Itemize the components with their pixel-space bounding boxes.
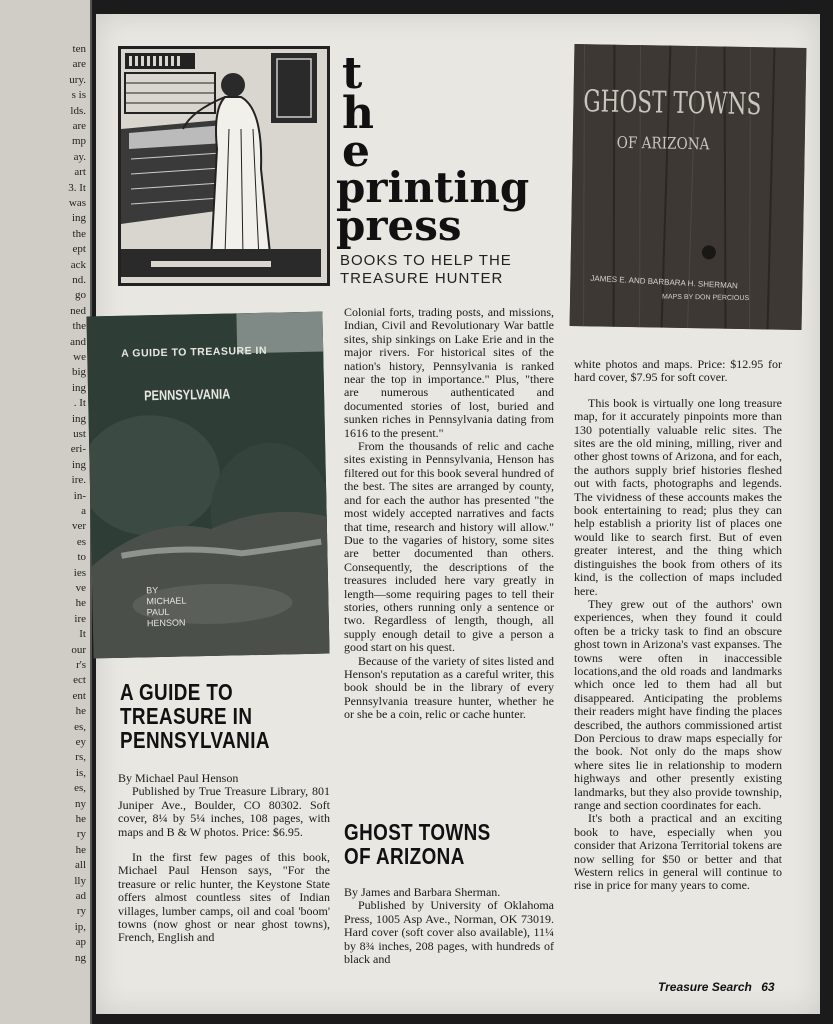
title-word-press: press bbox=[336, 201, 462, 250]
prev-page-fragment: was bbox=[68, 197, 86, 209]
prev-page-fragment: lds. bbox=[70, 104, 86, 117]
printer-illustration bbox=[118, 46, 330, 286]
subtitle-line-1: BOOKS TO HELP THE bbox=[340, 252, 512, 269]
pa-paragraph-4: Because of the variety of sites listed and Henson's reputation as a careful writer, this book should be in the library of every Pennsylvania treasure hunter, whether he or she be a coin, relic or cache hunter. bbox=[344, 653, 554, 722]
prev-page-fragment: es bbox=[76, 535, 86, 548]
prev-page-fragment: ry bbox=[76, 828, 86, 841]
prev-page-fragment: 3. It bbox=[68, 181, 86, 194]
prev-page-fragment: the bbox=[72, 320, 86, 333]
cover-pa-line-2: PENNSYLVANIA bbox=[143, 385, 231, 404]
prev-page-fragment: ing bbox=[71, 212, 86, 225]
title-letter-t: t bbox=[342, 48, 363, 99]
prev-page-fragment: big bbox=[71, 366, 86, 379]
pa-publication-info: Published by True Treasure Library, 801 Juniper Ave., Boulder, CO 80302. Soft cover, 8¼ by 5¼ inches, 108 pages, with maps and B & W photos. Price: $6.95. bbox=[118, 784, 330, 839]
prev-page-fragment: all bbox=[75, 859, 86, 872]
pennsylvania-review-col2 bbox=[344, 306, 554, 722]
prev-page-fragment: es, bbox=[74, 782, 86, 795]
prev-page-fragment: to bbox=[77, 551, 86, 564]
cover-az-title-1: GHOST TOWNS bbox=[583, 84, 762, 123]
prev-page-fragment: in- bbox=[73, 489, 86, 502]
subtitle-line-2: TREASURE HUNTER bbox=[340, 270, 504, 287]
prev-page-fragment: mp bbox=[71, 135, 86, 148]
prev-page-fragment: ack bbox=[70, 258, 86, 271]
az-paragraph-2: They grew out of the authors' own experiences, when they found it could often be a tricky task to find an obscure ghost town in Arizona's vast expanses. The towns were often in inaccessible locations,and the old roads and landmarks which once led to them had all but disappeared. Anticipating the problems their readers might have finding the places described, the authors commissioned artist Don Percious to draw maps especially for the book. Not only do the maps show where sites lie in relationship to modern highways and other presently existing landmarks, but they also provide township, range and section coordinates for each. bbox=[574, 596, 782, 812]
cover-az-authors: JAMES E. AND BARBARA H. SHERMAN bbox=[590, 273, 739, 291]
prev-page-fragment: ip, bbox=[74, 920, 86, 933]
prev-page-fragment: eri- bbox=[70, 443, 86, 456]
prev-page-fragment: ury. bbox=[69, 73, 86, 86]
prev-page-fragment: lly bbox=[74, 874, 86, 887]
pennsylvania-heading: A GUIDE TO TREASURE IN PENNSYLVANIA bbox=[120, 679, 270, 753]
prev-page-fragment: ver bbox=[71, 520, 86, 533]
prev-page-fragment: is, bbox=[75, 766, 86, 779]
pa-paragraph-1: In the first few pages of this book, Michael Paul Henson says, "For the treasure or relic hunter, the Keystone State offers almost countless sites of Indian villages, lumber camps, oil and coal 'boom' towns (now ghost or near ghost towns), French, English and bbox=[118, 850, 330, 945]
prev-page-fragment: he bbox=[75, 843, 86, 856]
printer-woodcut-image bbox=[121, 49, 321, 277]
az-paragraph-3: It's both a practical and an exciting book to have, especially when you consider that Arizona Territorial tokens are now selling for $50 or better and that Western relics in general will continue to rise in price for many years to come. bbox=[574, 811, 782, 893]
prev-page-fragment: es, bbox=[74, 720, 86, 733]
prev-page-fragment: ing bbox=[71, 381, 86, 394]
prev-page-fragment: a bbox=[81, 505, 86, 517]
prev-page-fragment: the bbox=[72, 227, 86, 240]
prev-page-fragment: rs, bbox=[75, 751, 86, 764]
prev-page-fragment: ten bbox=[72, 43, 86, 55]
prev-page-fragment: art bbox=[74, 166, 86, 179]
cover-pa-author-1: MICHAEL bbox=[146, 595, 187, 607]
cover-pa-by: BY bbox=[146, 585, 159, 596]
title-letter-h: h bbox=[342, 88, 374, 139]
prev-page-fragment: ny bbox=[75, 797, 86, 810]
pa-paragraph-2: Colonial forts, trading posts, and missions, Indian, Civil and Revolutionary War battle sites, ship sinkings on Lake Erie and in the major rivers. For historical sites of the nation's history, Pennsylvania is ranked near the top in importance." Plus, "there are numerous authenticated and documented stories of lost, buried and sunken riches in Pennsylvania dating from 1616 to the present." bbox=[344, 305, 554, 440]
magazine-name: Treasure Search bbox=[658, 980, 752, 994]
prev-page-fragment: ry bbox=[76, 905, 86, 918]
arizona-review-col2 bbox=[344, 886, 554, 966]
pa-author: By Michael Paul Henson bbox=[118, 771, 239, 785]
cover-pa-author-2: PAUL bbox=[146, 606, 170, 618]
prev-page-fragment: ies bbox=[73, 566, 86, 579]
prev-page-fragment: ing bbox=[71, 412, 86, 425]
prev-page-fragment: he bbox=[75, 597, 86, 610]
pennsylvania-review-col1 bbox=[118, 772, 330, 945]
prev-page-fragment: ey bbox=[75, 736, 86, 748]
cover-pa-author-block bbox=[146, 584, 187, 629]
prev-page-fragment: are bbox=[72, 58, 86, 71]
magazine-page bbox=[96, 14, 820, 1014]
prev-page-fragment: he bbox=[75, 813, 86, 825]
page-number: 63 bbox=[761, 980, 775, 994]
cover-az-title-2: OF ARIZONA bbox=[616, 132, 710, 154]
prev-page-fragment: ire. bbox=[71, 474, 86, 487]
prev-page-fragment: and bbox=[70, 335, 86, 348]
prev-page-fragment: ent bbox=[72, 689, 86, 702]
prev-page-fragment: we bbox=[73, 351, 86, 363]
cover-pa-author-3: HENSON bbox=[146, 617, 186, 629]
cover-pa-line-1: A GUIDE TO TREASURE IN bbox=[121, 344, 268, 360]
prev-page-fragment: ap bbox=[75, 936, 86, 949]
forest-photo-image bbox=[86, 312, 329, 659]
prev-page-fragment: ay. bbox=[73, 150, 86, 163]
prev-page-fragment: are bbox=[72, 120, 86, 132]
page-footer bbox=[658, 980, 775, 994]
prev-page-fragment: . It bbox=[73, 397, 86, 410]
cover-az-maps: MAPS BY DON PERCIOUS bbox=[662, 293, 750, 303]
az-paragraph-1: This book is virtually one long treasure map, for it accurately pinpoints more than 130 potentially valuable relic sites. The sites are the old mining, milling, river and other ghost towns of Arizona, and for each, the authors supply brief histories fleshed out with facts, photographs and legends. The vividness of these accounts makes the book entertaining to read; plus they can help establish a priority list of places one would like to search first. But of even greater interest, and the thing which distinguishes the book from others of its kind, is the collection of maps included here. bbox=[574, 395, 782, 598]
az-publication-info-cont: white photos and maps. Price: $12.95 for hard cover, $7.95 for soft cover. bbox=[574, 357, 782, 385]
arizona-review-col3 bbox=[574, 358, 782, 893]
prev-page-fragment: ust bbox=[73, 428, 86, 440]
prev-page-fragment: nd. bbox=[72, 274, 86, 286]
prev-page-fragment: ad bbox=[75, 890, 86, 902]
prev-page-fragment: ve bbox=[75, 582, 86, 594]
prev-page-fragment: ing bbox=[71, 458, 86, 471]
prev-page-fragment: our bbox=[71, 643, 86, 656]
az-author: By James and Barbara Sherman. bbox=[344, 885, 501, 899]
prev-page-fragment: ect bbox=[73, 674, 86, 687]
previous-page-edge bbox=[0, 0, 92, 1024]
title-word-printing: printing bbox=[336, 163, 530, 212]
prev-page-fragment: ire bbox=[74, 612, 86, 625]
prev-page-fragment: s is bbox=[71, 89, 86, 102]
arizona-book-cover bbox=[570, 44, 807, 330]
pennsylvania-book-cover bbox=[86, 312, 329, 659]
prev-page-fragment: go bbox=[75, 289, 86, 302]
az-publication-info: Published by University of Oklahoma Press, 1005 Asp Ave., Norman, OK 73019. Hard cover (soft cover also available), 11¼ by 8¾ inches, 208 pages, with hundreds of black and bbox=[344, 898, 554, 967]
prev-page-fragment: he bbox=[75, 705, 86, 718]
title-letter-e: e bbox=[342, 126, 370, 177]
arizona-heading: GHOST TOWNS OF ARIZONA bbox=[344, 819, 491, 869]
prev-page-fragment: ept bbox=[72, 243, 86, 256]
prev-page-fragment: r's bbox=[76, 659, 86, 671]
prev-page-fragment: ned bbox=[70, 304, 86, 317]
pa-paragraph-3: From the thousands of relic and cache sites existing in Pennsylvania, Henson has filtered out for this book several hundred of the best. The sites are arranged by county, and for each the author has presented "the most widely accepted narratives and facts that time, research and history will allow." Due to the vagaries of history, some sites are better documented than others. Consequently, the descriptions of the treasures included here vary greatly in length—some requiring pages to tell their stories, others running only a sentence or two. Regardless of length, though, all supply enough detail to give a person a good start on his quest. bbox=[344, 439, 554, 655]
prev-page-fragment: It bbox=[79, 628, 86, 641]
prev-page-fragment: ng bbox=[75, 951, 86, 964]
